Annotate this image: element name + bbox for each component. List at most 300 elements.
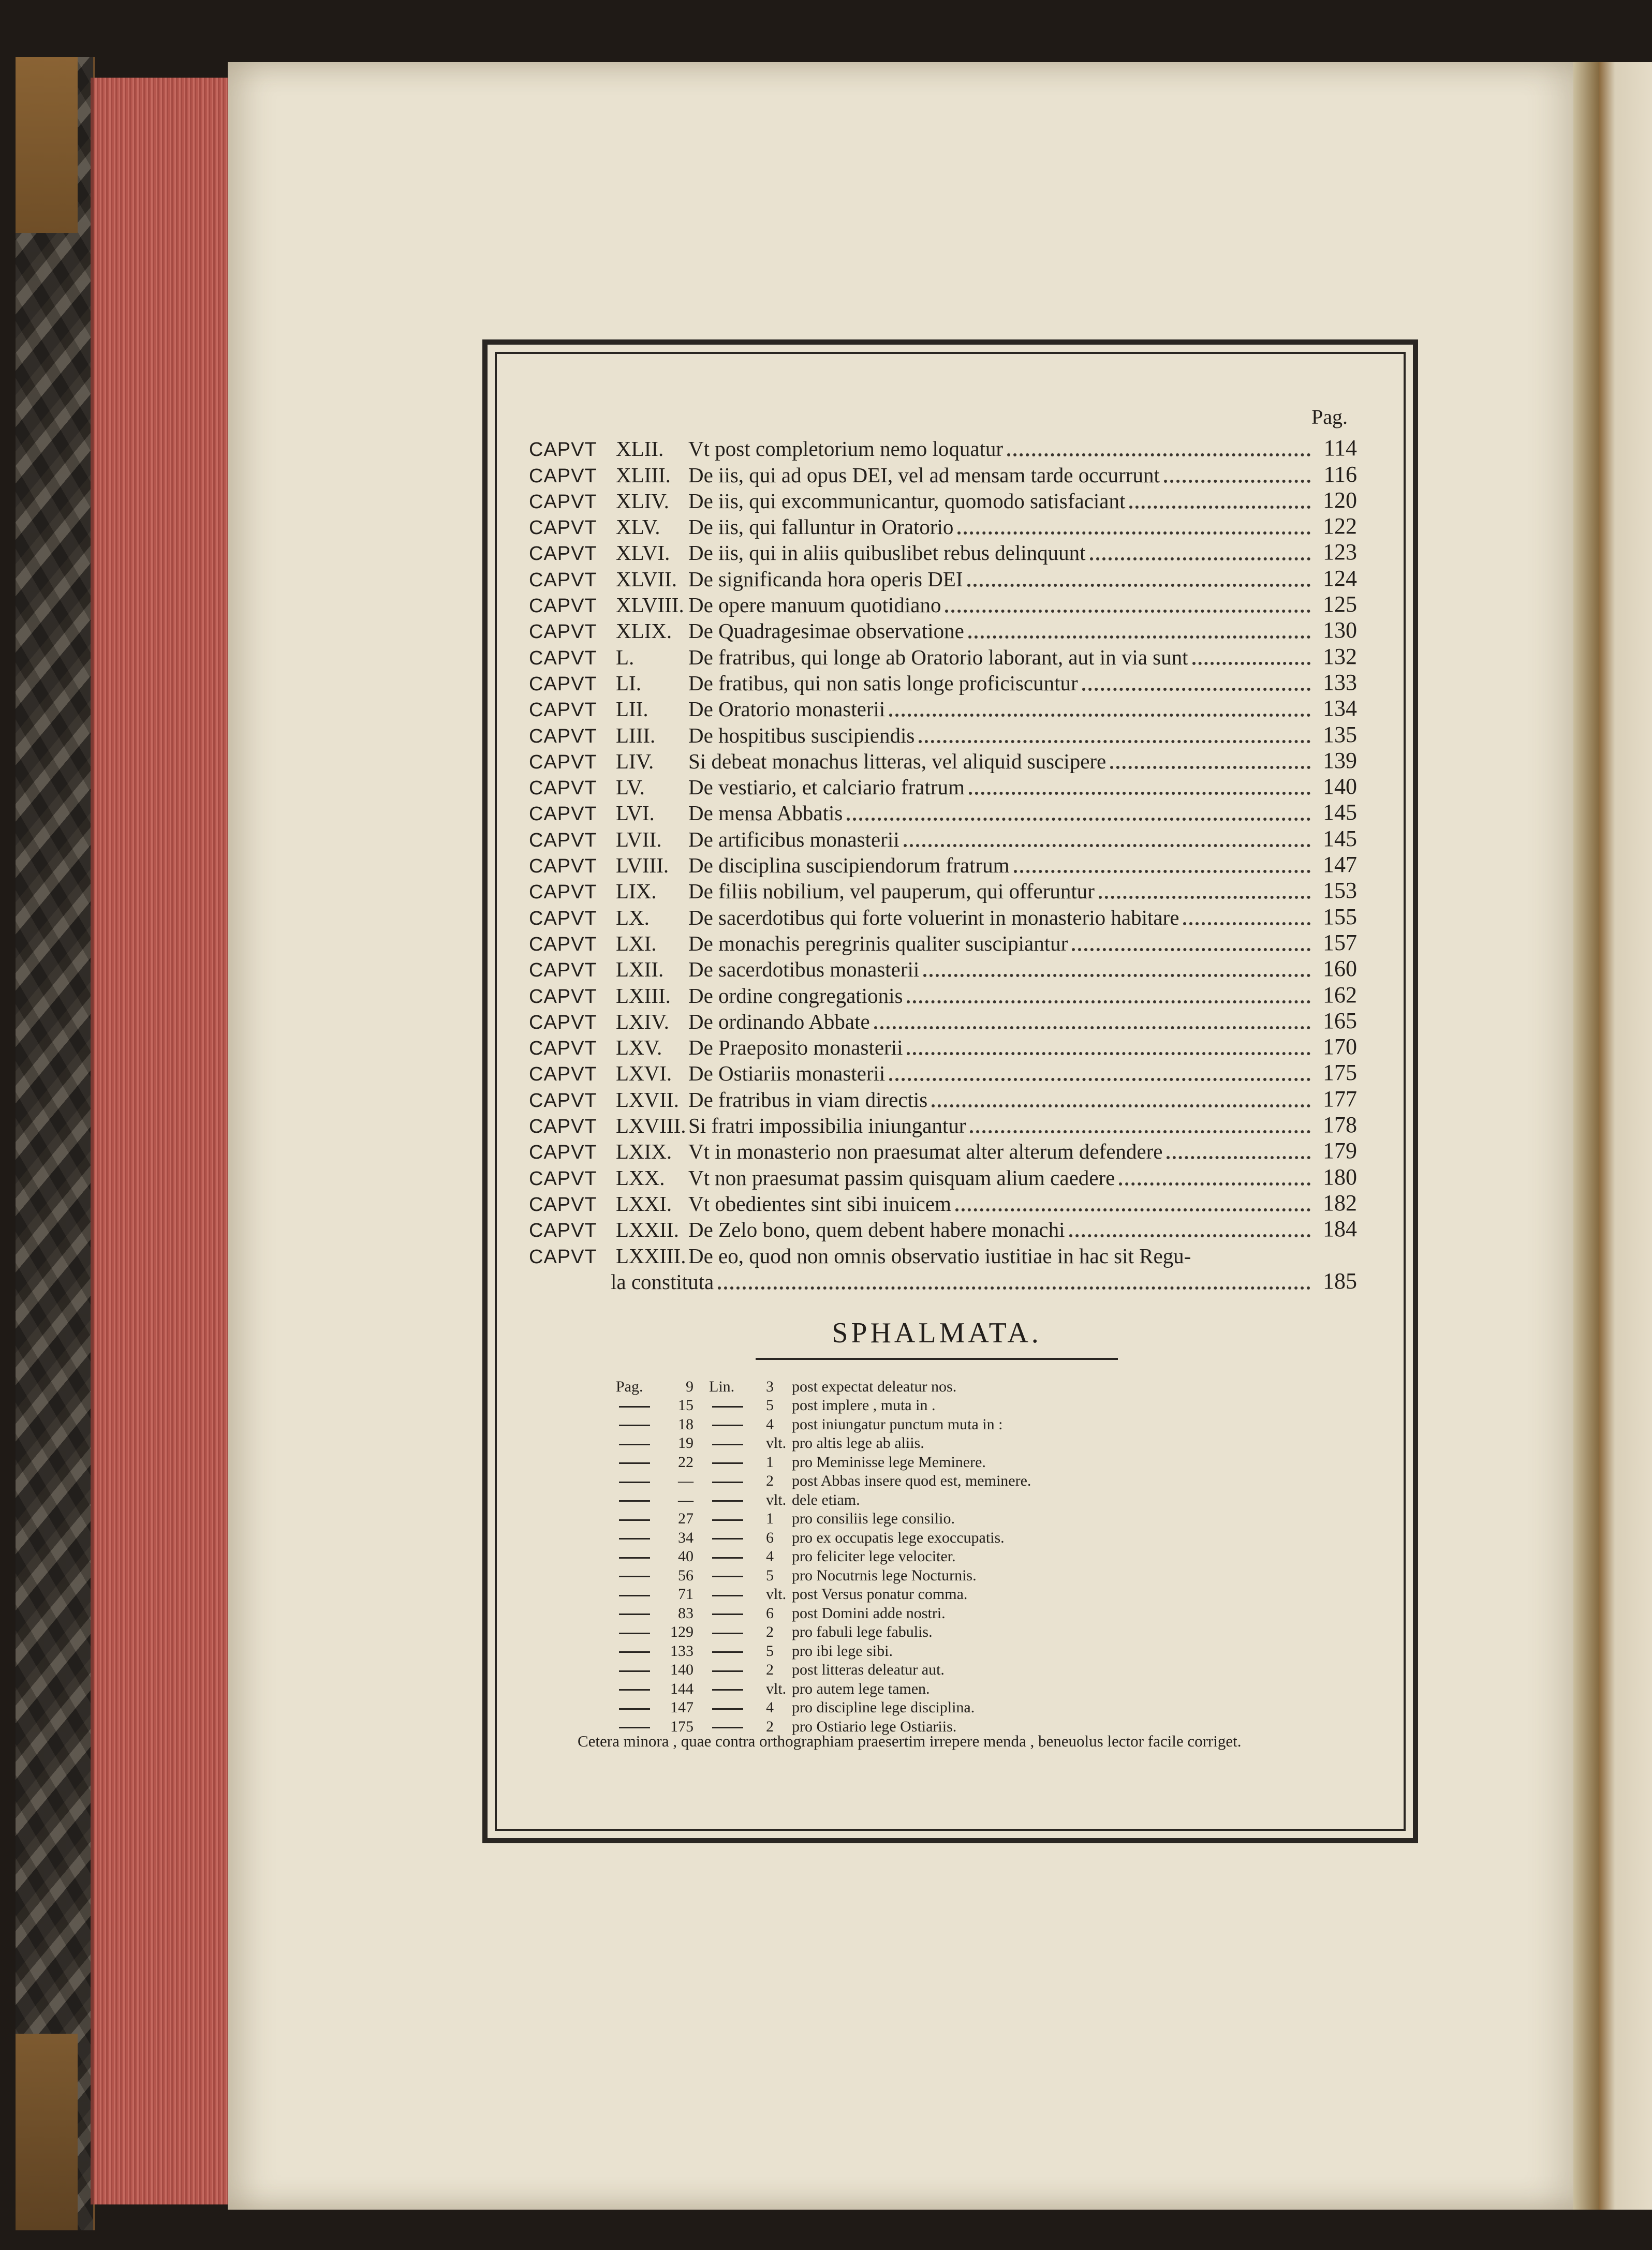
toc-row [529, 720, 1357, 746]
toc-row [529, 1240, 1357, 1266]
leader-dots [1090, 557, 1310, 560]
chapter-title: De iis, qui ad opus DEI, vel ad mensam tarde occurrunt [688, 463, 1160, 487]
chapter-keyword: CAPVT [529, 881, 597, 904]
ditto-dash [709, 1417, 766, 1432]
errata-row [616, 1470, 1185, 1489]
leader-dots [1072, 948, 1310, 951]
chapter-number: LVIII. [616, 853, 669, 878]
chapter-page: 123 [1323, 539, 1357, 565]
ditto-dash [709, 1700, 766, 1715]
leader-dots [967, 584, 1310, 587]
ditto-dash [709, 1455, 766, 1470]
ditto-dash [616, 1644, 652, 1659]
ditto-dash [709, 1662, 766, 1678]
chapter-title: De significanda hora operis DEI [688, 567, 963, 591]
errata-row [616, 1546, 1185, 1565]
leader-dots [968, 635, 1310, 639]
errata-page: — [678, 1491, 694, 1508]
toc-row [529, 928, 1357, 954]
chapter-page: 165 [1323, 1008, 1357, 1033]
errata-row [616, 1432, 1185, 1452]
facing-page-edge [1599, 62, 1652, 2210]
chapter-page: 179 [1323, 1138, 1357, 1164]
leader-dots [919, 740, 1310, 743]
chapter-number: XLVI. [616, 541, 670, 565]
chapter-number: XLIII. [616, 463, 671, 487]
leader-dots [874, 1026, 1310, 1029]
chapter-title-continuation: la constituta [611, 1269, 714, 1294]
errata-line: 6 [766, 1529, 774, 1546]
errata-line: vlt. [766, 1680, 787, 1697]
marbled-cover [16, 57, 95, 2230]
toc-row [529, 1058, 1357, 1084]
chapter-page: 125 [1323, 591, 1357, 617]
ditto-dash [709, 1681, 766, 1697]
chapter-keyword: CAPVT [529, 569, 597, 591]
chapter-title: De opere manuum quotidiano [688, 593, 941, 617]
chapter-title: De iis, qui excommunicantur, quomodo satisfaciant [688, 489, 1126, 513]
errata-page: 71 [678, 1586, 694, 1603]
chapter-title: De iis, qui falluntur in Oratorio [688, 515, 954, 539]
chapter-title: De vestiario, et calciario fratrum [688, 775, 965, 800]
errata-line: 1 [766, 1453, 774, 1471]
errata-page: 22 [678, 1453, 694, 1471]
chapter-page: 145 [1323, 825, 1357, 851]
chapter-title: De ordinando Abbate [688, 1009, 870, 1033]
chapter-keyword: CAPVT [529, 1167, 597, 1190]
chapter-keyword: CAPVT [529, 1116, 597, 1138]
errata-line: 4 [766, 1548, 774, 1565]
chapter-number: XLV. [616, 515, 660, 539]
ditto-dash [616, 1435, 652, 1451]
errata-row [616, 1508, 1185, 1527]
errata-page: 144 [670, 1680, 694, 1697]
errata-row [616, 1375, 1185, 1395]
leader-dots [907, 1052, 1310, 1055]
ditto-dash [709, 1398, 766, 1413]
chapter-number: XLVIII. [616, 593, 684, 617]
errata-correction: pro Meminisse lege Meminere. [792, 1453, 986, 1471]
chapter-title: De sacerdotibus qui forte voluerint in monasterio habitare [688, 905, 1179, 929]
chapter-keyword: CAPVT [529, 751, 597, 773]
ditto-dash [709, 1435, 766, 1451]
chapter-title: De mensa Abbatis [688, 801, 843, 825]
errata-page: 18 [678, 1415, 694, 1433]
chapter-keyword: CAPVT [529, 1220, 597, 1242]
errata-page: 15 [678, 1397, 694, 1414]
chapter-page: 134 [1323, 695, 1357, 721]
leader-dots [847, 818, 1310, 821]
errata-row [616, 1395, 1185, 1414]
errata-line: 6 [766, 1604, 774, 1622]
chapter-number: LXIII. [616, 983, 671, 1008]
ditto-dash [709, 1473, 766, 1489]
errata-row [616, 1489, 1185, 1508]
toc-row [529, 616, 1357, 642]
leader-dots [955, 1208, 1310, 1211]
toc-row [529, 1006, 1357, 1032]
lin-label: Lin. [709, 1378, 735, 1395]
chapter-title: De Ostiariis monasterii [688, 1061, 886, 1086]
chapter-title: De Praeposito monasterii [688, 1035, 903, 1060]
chapter-keyword: CAPVT [529, 543, 597, 565]
chapter-keyword: CAPVT [529, 777, 597, 800]
errata-page: 56 [678, 1566, 694, 1584]
leader-dots [945, 610, 1310, 613]
errata-page: 19 [678, 1434, 694, 1452]
chapter-page: 184 [1323, 1216, 1357, 1242]
errata-line: 5 [766, 1642, 774, 1660]
toc-row [529, 642, 1357, 668]
chapter-title: Si fratri impossibilia iniungantur [688, 1114, 966, 1138]
chapter-title: Vt post completorium nemo loquatur [688, 437, 1004, 461]
errata-page: 40 [678, 1548, 694, 1565]
chapter-page: 133 [1323, 669, 1357, 695]
chapter-page: 177 [1323, 1086, 1357, 1112]
chapter-keyword: CAPVT [529, 933, 597, 955]
toc-row [529, 1111, 1357, 1136]
toc-row [529, 512, 1357, 538]
toc-row [529, 1189, 1357, 1215]
errata-row [616, 1527, 1185, 1546]
errata-correction: post implere , muta in . [792, 1397, 936, 1414]
chapter-number: LI. [616, 671, 641, 695]
sphalmata-title: SPHALMATA. [832, 1317, 1042, 1349]
toc-row [529, 486, 1357, 512]
errata-line: vlt. [766, 1491, 787, 1508]
chapter-keyword: CAPVT [529, 673, 597, 695]
ditto-dash [709, 1511, 766, 1527]
ditto-dash [709, 1606, 766, 1621]
chapter-keyword: CAPVT [529, 595, 597, 617]
leader-dots [1014, 870, 1310, 873]
errata-list [616, 1375, 1185, 1735]
errata-page: 175 [670, 1718, 694, 1735]
leader-dots [1164, 480, 1310, 483]
chapter-number: LXXI. [616, 1191, 672, 1216]
leader-dots [923, 974, 1310, 977]
toc-row [529, 746, 1357, 772]
chapter-title: Vt in monasterio non praesumat alter alterum defendere [688, 1139, 1163, 1164]
chapter-keyword: CAPVT [529, 1011, 597, 1033]
ditto-dash [616, 1398, 652, 1413]
chapter-title: De Quadragesimae observatione [688, 619, 964, 643]
chapter-number: XLIV. [616, 489, 669, 513]
errata-row [616, 1413, 1185, 1432]
toc-row [529, 460, 1357, 485]
leader-dots [1007, 453, 1310, 456]
chapter-page: 140 [1323, 774, 1357, 800]
chapter-page: 178 [1323, 1112, 1357, 1138]
errata-correction: pro autem lege tamen. [792, 1680, 930, 1697]
leader-dots [1099, 896, 1310, 899]
ditto-dash [616, 1530, 652, 1546]
toc-row [529, 902, 1357, 928]
chapter-number: XLIX. [616, 619, 672, 643]
ditto-dash [709, 1492, 766, 1508]
ditto-dash [616, 1606, 652, 1621]
errata-correction: post litteras deleatur aut. [792, 1661, 945, 1678]
book-gutter [1573, 62, 1602, 2210]
ditto-dash [616, 1681, 652, 1697]
chapter-title: De Oratorio monasterii [688, 697, 886, 721]
errata-line: 5 [766, 1566, 774, 1584]
errata-correction: pro Ostiario lege Ostiariis. [792, 1718, 957, 1735]
ditto-dash [616, 1568, 652, 1583]
chapter-page: 180 [1323, 1164, 1357, 1190]
leader-dots [1110, 766, 1310, 769]
chapter-page: 120 [1323, 487, 1357, 513]
chapter-keyword: CAPVT [529, 855, 597, 878]
toc-row [529, 1032, 1357, 1058]
chapter-page: 132 [1323, 643, 1357, 669]
leader-dots [718, 1286, 1310, 1290]
errata-page: 9 [686, 1378, 694, 1395]
chapter-title: De iis, qui in aliis quibuslibet rebus delinquunt [688, 541, 1086, 565]
errata-line: 3 [766, 1378, 774, 1395]
chapter-title: Si debeat monachus litteras, vel aliquid suscipere [688, 749, 1107, 773]
ditto-dash [709, 1624, 766, 1640]
chapter-keyword: CAPVT [529, 517, 597, 539]
errata-row [616, 1697, 1185, 1716]
errata-row [616, 1640, 1185, 1659]
chapter-page: 145 [1323, 800, 1357, 825]
chapter-keyword: CAPVT [529, 1246, 597, 1268]
toc-continuation-row [529, 1267, 1357, 1293]
ditto-dash [616, 1700, 652, 1715]
errata-line: 2 [766, 1661, 774, 1678]
chapter-number: LXXIII. [616, 1244, 686, 1268]
chapter-number: LXIX. [616, 1139, 672, 1164]
toc-row [529, 564, 1357, 589]
errata-correction: post Abbas insere quod est, meminere. [792, 1472, 1031, 1489]
toc-row [529, 876, 1357, 902]
chapter-page: 185 [1323, 1268, 1357, 1294]
errata-line: 5 [766, 1397, 774, 1414]
errata-page: 147 [670, 1699, 694, 1716]
chapter-number: LII. [616, 697, 648, 721]
toc-row [529, 1136, 1357, 1162]
chapter-number: LXII. [616, 957, 664, 982]
chapter-title: De ordine congregationis [688, 983, 903, 1008]
errata-row [616, 1678, 1185, 1697]
chapter-page: 182 [1323, 1190, 1357, 1216]
errata-correction: post Domini adde nostri. [792, 1604, 946, 1622]
ditto-dash [709, 1530, 766, 1546]
leather-corner-bottom [16, 2034, 78, 2230]
leader-dots [957, 531, 1310, 535]
leader-dots [932, 1104, 1310, 1107]
errata-line: 2 [766, 1718, 774, 1735]
chapter-number: LIX. [616, 879, 657, 904]
ditto-dash [616, 1417, 652, 1432]
chapter-number: LXIV. [616, 1009, 669, 1033]
leader-dots [1183, 922, 1310, 925]
chapter-keyword: CAPVT [529, 829, 597, 851]
leader-dots [1167, 1156, 1310, 1159]
chapter-title: Vt non praesumat passim quisquam alium caedere [688, 1165, 1115, 1190]
chapter-page: 124 [1323, 565, 1357, 591]
errata-row [616, 1659, 1185, 1678]
toc-row [529, 590, 1357, 616]
errata-page: 83 [678, 1604, 694, 1622]
leader-dots [889, 1078, 1310, 1081]
chapter-number: LV. [616, 775, 645, 800]
leader-dots [904, 844, 1310, 847]
leather-corner-top [16, 57, 78, 233]
chapter-number: LXVI. [616, 1061, 672, 1086]
chapter-page: 162 [1323, 982, 1357, 1008]
leader-dots [889, 714, 1310, 717]
toc-row [529, 954, 1357, 980]
ditto-dash [709, 1549, 766, 1564]
errata-correction: post expectat deleatur nos. [792, 1378, 957, 1395]
chapter-keyword: CAPVT [529, 1038, 597, 1060]
chapter-keyword: CAPVT [529, 439, 597, 461]
leader-dots [970, 1130, 1310, 1133]
chapter-keyword: CAPVT [529, 1193, 597, 1216]
chapter-keyword: CAPVT [529, 647, 597, 669]
errata-row [616, 1583, 1185, 1603]
errata-correction: pro fabuli lege fabulis. [792, 1623, 933, 1640]
chapter-title: De eo, quod non omnis observatio iustitiae in hac sit Regu- [688, 1244, 1191, 1268]
chapter-title: De filiis nobilium, vel pauperum, qui offeruntur [688, 879, 1095, 904]
chapter-page: 175 [1323, 1060, 1357, 1086]
chapter-keyword: CAPVT [529, 985, 597, 1008]
chapter-page: 114 [1323, 435, 1357, 461]
chapter-number: L. [616, 645, 635, 669]
ditto-dash [616, 1492, 652, 1508]
ditto-dash [709, 1644, 766, 1659]
errata-row [616, 1621, 1185, 1640]
errata-page: 34 [678, 1529, 694, 1546]
chapter-number: LVI. [616, 801, 655, 825]
errata-page: 133 [670, 1642, 694, 1660]
chapter-page: 116 [1323, 461, 1357, 487]
toc-row [529, 772, 1357, 798]
ditto-dash [709, 1587, 766, 1602]
leader-dots [907, 1000, 1310, 1003]
errata-row [616, 1564, 1185, 1583]
errata-line: vlt. [766, 1434, 787, 1452]
chapter-title: De disciplina suscipiendorum fratrum [688, 853, 1010, 878]
chapter-page: 135 [1323, 721, 1357, 747]
chapter-keyword: CAPVT [529, 491, 597, 513]
errata-line: vlt. [766, 1586, 787, 1603]
errata-correction: pro feliciter lege velociter. [792, 1548, 956, 1565]
leader-dots [1119, 1182, 1310, 1186]
chapter-number: LIV. [616, 749, 654, 773]
chapter-page: 157 [1323, 929, 1357, 955]
errata-page: 129 [670, 1623, 694, 1640]
errata-correction: pro altis lege ab aliis. [792, 1434, 924, 1452]
errata-correction: pro Nocutrnis lege Nocturnis. [792, 1566, 977, 1584]
chapter-keyword: CAPVT [529, 621, 597, 643]
chapter-keyword: CAPVT [529, 1063, 597, 1086]
ditto-dash [616, 1624, 652, 1640]
table-of-contents [529, 434, 1357, 1293]
ditto-dash [616, 1473, 652, 1489]
chapter-keyword: CAPVT [529, 959, 597, 982]
chapter-page: 147 [1323, 852, 1357, 878]
chapter-keyword: CAPVT [529, 803, 597, 825]
chapter-number: LXX. [616, 1165, 665, 1190]
chapter-title: De hospitibus suscipiendis [688, 723, 915, 747]
chapter-number: LVII. [616, 827, 662, 851]
errata-row [616, 1602, 1185, 1621]
errata-page: 140 [670, 1661, 694, 1678]
chapter-number: LXI. [616, 931, 657, 955]
toc-row [529, 1162, 1357, 1188]
chapter-keyword: CAPVT [529, 465, 597, 487]
errata-correction: pro ibi lege sibi. [792, 1642, 893, 1660]
toc-row [529, 824, 1357, 850]
ditto-dash [709, 1568, 766, 1583]
ditto-dash [616, 1511, 652, 1527]
chapter-number: LXV. [616, 1035, 662, 1060]
errata-correction: pro consiliis lege consilio. [792, 1510, 955, 1527]
chapter-page: 170 [1323, 1034, 1357, 1060]
toc-row [529, 668, 1357, 694]
chapter-number: LX. [616, 905, 650, 929]
errata-line: 2 [766, 1623, 774, 1640]
toc-row [529, 1215, 1357, 1240]
chapter-number: LXVII. [616, 1087, 679, 1112]
ditto-dash [616, 1662, 652, 1678]
chapter-keyword: CAPVT [529, 1089, 597, 1112]
errata-line: 4 [766, 1415, 774, 1433]
toc-row [529, 538, 1357, 564]
errata-line: 4 [766, 1699, 774, 1716]
leader-dots [1069, 1234, 1311, 1237]
chapter-title: Vt obedientes sint sibi inuicem [688, 1191, 951, 1216]
chapter-page: 155 [1323, 904, 1357, 929]
chapter-title: De fratribus in viam directis [688, 1087, 928, 1112]
errata-page: — [678, 1472, 694, 1489]
chapter-number: XLVII. [616, 567, 677, 591]
toc-row [529, 1084, 1357, 1110]
chapter-title: De sacerdotibus monasterii [688, 957, 920, 982]
chapter-number: LXVIII. [616, 1114, 686, 1138]
chapter-page: 160 [1323, 956, 1357, 982]
chapter-page: 153 [1323, 878, 1357, 904]
errata-page: 27 [678, 1510, 694, 1527]
ditto-dash [616, 1455, 652, 1470]
chapter-page: 122 [1323, 513, 1357, 539]
toc-row [529, 694, 1357, 720]
toc-row [529, 798, 1357, 824]
ditto-dash [616, 1587, 652, 1602]
red-page-edges [91, 78, 233, 2204]
leader-dots [1192, 662, 1310, 665]
chapter-keyword: CAPVT [529, 699, 597, 721]
chapter-number: XLII. [616, 437, 664, 461]
chapter-page: 130 [1323, 617, 1357, 643]
chapter-title: De fratibus, qui non satis longe proficiscuntur [688, 671, 1078, 695]
errata-note: Cetera minora , quae contra orthographiam praesertim irrepere menda , beneuolus lector facile corriget. [578, 1732, 1242, 1750]
chapter-title: De monachis peregrinis qualiter suscipiantur [688, 931, 1068, 955]
errata-line: 1 [766, 1510, 774, 1527]
errata-row [616, 1451, 1185, 1470]
errata-correction: pro discipline lege disciplina. [792, 1699, 975, 1716]
sphalmata-rule [756, 1358, 1118, 1360]
toc-row [529, 980, 1357, 1006]
ditto-dash [616, 1549, 652, 1564]
toc-row [529, 434, 1357, 460]
leader-dots [1082, 688, 1310, 691]
errata-correction: post Versus ponatur comma. [792, 1586, 968, 1603]
chapter-keyword: CAPVT [529, 907, 597, 929]
